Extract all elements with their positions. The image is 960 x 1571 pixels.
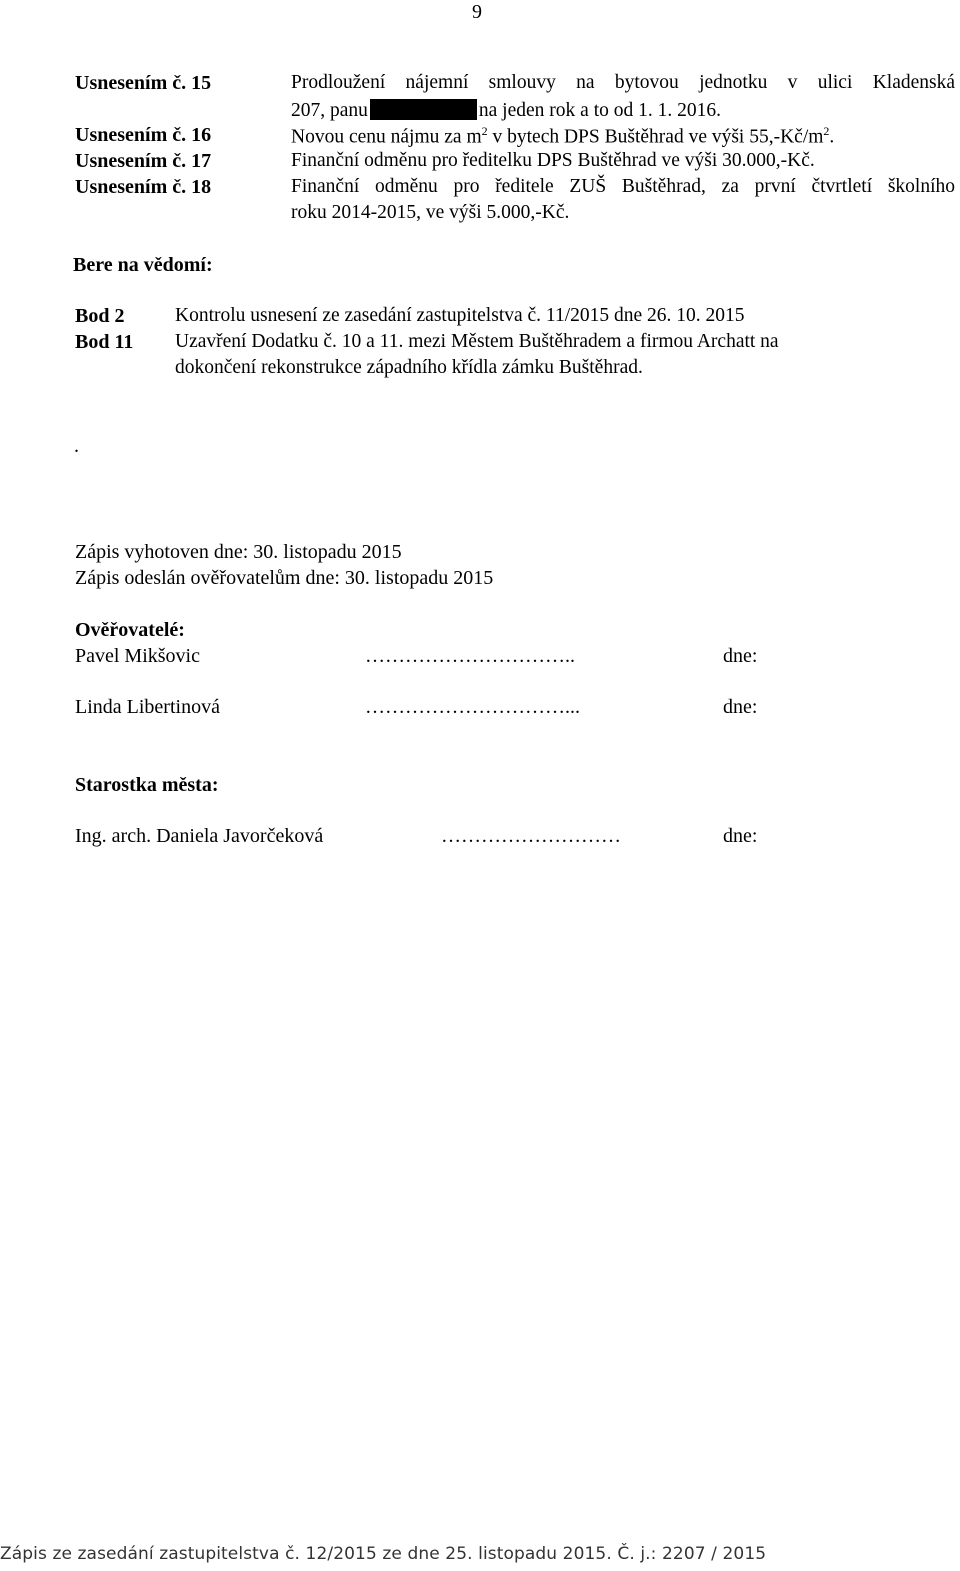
- resolution-text: Finanční odměnu pro ředitele ZUŠ Buštěhrad, za první čtvrtletí školního: [291, 176, 955, 197]
- resolution-label: Usnesením č. 17: [75, 150, 212, 172]
- item-text: Kontrolu usnesení ze zasedání zastupitelstva č. 11/2015 dne 26. 10. 2015: [175, 305, 745, 326]
- date-label: dne:: [723, 645, 758, 667]
- resolution-label: Usnesením č. 18: [75, 176, 212, 198]
- item-label: Bod 11: [75, 331, 134, 353]
- verifier-name: Linda Libertinová: [75, 696, 220, 718]
- zapis-vyhotoven: Zápis vyhotoven dne: 30. listopadu 2015: [75, 541, 402, 563]
- signature-line: ………………………: [441, 825, 621, 847]
- date-label: dne:: [723, 696, 758, 718]
- section-heading-overovatele: Ověřovatelé:: [75, 619, 185, 641]
- date-label: dne:: [723, 825, 758, 847]
- resolution-text: Finanční odměnu pro ředitelku DPS Buštěhrad ve výši 30.000,-Kč.: [291, 150, 815, 171]
- mayor-name: Ing. arch. Daniela Javorčeková: [75, 825, 324, 847]
- resolution-text: Novou cenu nájmu za $m^2$ v bytech DPS Buštěhrad ve výši $55,-Kč/m^2$.: [291, 124, 835, 148]
- resolution-text-cont: 207, panu na jeden rok a to od 1. 1. 2016.: [291, 100, 721, 121]
- page-number: 9: [472, 1, 482, 23]
- section-heading-bere-na-vedomi: Bere na vědomí:: [73, 254, 213, 276]
- verifier-name: Pavel Mikšovic: [75, 645, 200, 667]
- stray-dot: .: [74, 435, 79, 457]
- signature-line: …………………………..: [365, 645, 575, 667]
- zapis-odeslan: Zápis odeslán ověřovatelům dne: 30. listopadu 2015: [75, 567, 494, 589]
- signature-line: …………………………...: [365, 696, 580, 718]
- item-text-cont: dokončení rekonstrukce západního křídla zámku Buštěhrad.: [175, 357, 643, 378]
- section-heading-starostka: Starostka města:: [75, 774, 219, 796]
- resolution-label: Usnesením č. 15: [75, 72, 212, 94]
- item-label: Bod 2: [75, 305, 125, 327]
- resolution-text: Prodloužení nájemní smlouvy na bytovou jednotku v ulici Kladenská: [291, 72, 955, 93]
- resolution-text-cont: roku 2014-2015, ve výši 5.000,-Kč.: [291, 202, 570, 223]
- page-footer: Zápis ze zasedání zastupitelstva č. 12/2015 ze dne 25. listopadu 2015. Č. j.: 2207 / 2015: [0, 1544, 767, 1564]
- item-text: Uzavření Dodatku č. 10 a 11. mezi Městem Buštěhradem a firmou Archatt na: [175, 331, 779, 352]
- redaction-box: [370, 99, 477, 120]
- resolution-label: Usnesením č. 16: [75, 124, 212, 146]
